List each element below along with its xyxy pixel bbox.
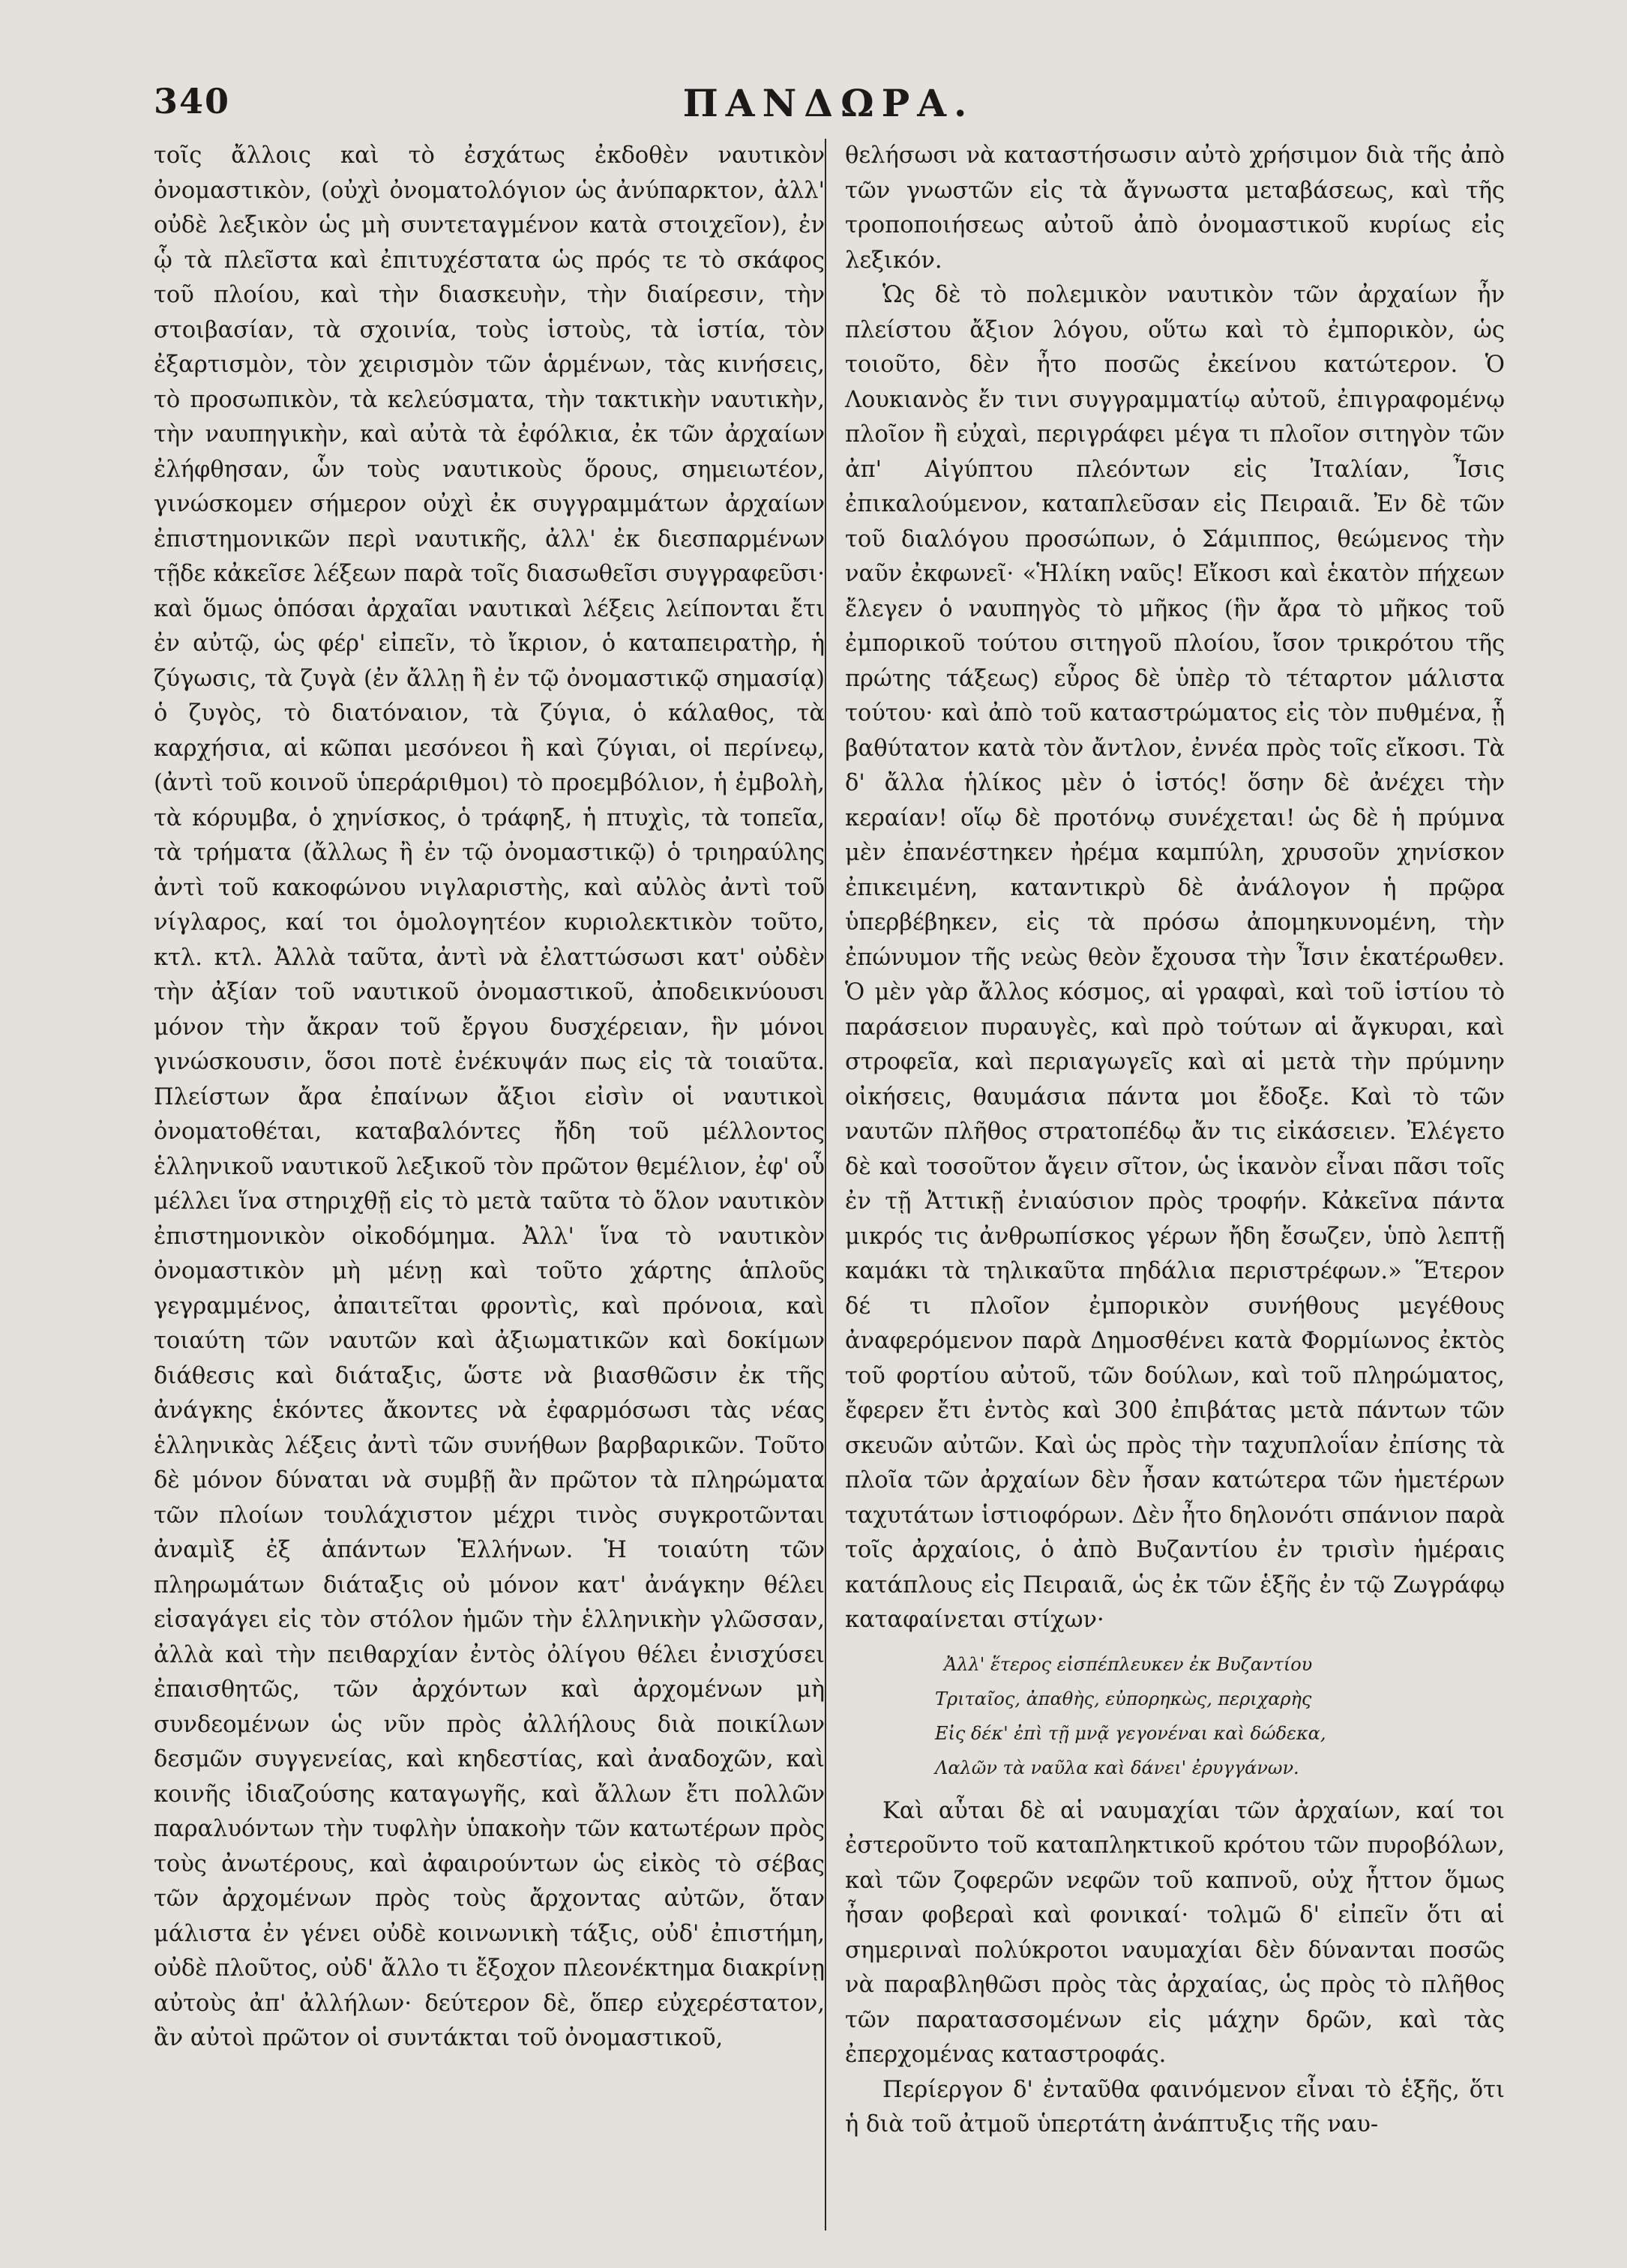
left-column [154, 139, 825, 2231]
page-header [154, 81, 1503, 133]
verse-line: Τριταῖος, ἀπαθὴς, εὐπορηκὼς, περιχαρὴς [935, 1688, 1312, 1709]
paragraph-2: Ὡς δὲ τὸ πολεμικὸν ναυτικὸν τῶν ἀρχαίων ἦν πλείστου ἄξιον λόγου, οὕτω καὶ τὸ ἐμπορικὸν, ὡς τοιοῦτο, δὲν ἦτο ποσῶς ἐκείνου κατώτερον. Ὁ Λουκιανὸς ἔν τινι συγγραμματίῳ αὐτοῦ, ἐπιγραφομένῳ πλοῖον ἢ εὐχαὶ, περιγράφει μέγα τι πλοῖον σιτηγὸν τῶν ἀπ' Αἰγύπτου πλεόντων εἰς Ἰταλίαν, Ἶσις ἐπικαλούμενον, καταπλεῦσαν εἰς Πειραιᾶ. Ἐν δὲ τῶν τοῦ διαλόγου προσώπων, ὁ Σάμιππος, θεώμενος τὴν ναῦν ἐκφωνεῖ· «Ἡλίκη ναῦς! Εἴκοσι καὶ ἑκατὸν πήχεων ἔλεγεν ὁ ναυπηγὸς τὸ μῆκος (ἣν ἄρα τὸ μῆκος τοῦ ἐμπορικοῦ τούτου σιτηγοῦ πλοίου, ἴσον τρικρότου τῆς πρώτης τάξεως) εὖρος δὲ ὑπὲρ τὸ τέταρτον μάλιστα τούτου· καὶ ἀπὸ τοῦ καταστρώματος εἰς τὸν πυθμένα, ᾗ βαθύτατον κατὰ τὸν ἄντλον, ἐννέα πρὸς τοῖς εἴκοσι. Τὰ δ' ἄλλα ἡλίκος μὲν ὁ ἱστός! ὅσην δὲ ἀνέχει τὴν κεραίαν! οἵῳ δὲ προτόνῳ συνέχεται! ὡς δὲ ἡ πρύμνα μὲν ἐπανέστηκεν ἠρέμα καμπύλη, χρυσοῦν χηνίσκον ἐπικειμένη, καταντικρὺ δὲ ἀνάλογον ἡ πρῷρα ὑπερβέβηκεν, εἰς τὰ πρόσω ἀπομηκυνομένη, τὴν ἐπώνυμον τῆς νεὼς θεὸν ἔχουσα τὴν Ἶσιν ἑκατέρωθεν. Ὁ μὲν γὰρ ἄλλος κόσμος, αἱ γραφαὶ, καὶ τοῦ ἱστίου τὸ παράσειον πυραυγὲς, καὶ πρὸ τούτων αἱ ἄγκυραι, καὶ στροφεῖα, καὶ περιαγωγεῖς καὶ αἱ μετὰ τὴν πρύμνην οἰκήσεις, θαυμάσια πάντα μοι ἔδοξε. Καὶ τὸ τῶν ναυτῶν πλῆθος στρατοπέδῳ ἄν τις εἰκάσειεν. Ἐλέγετο δὲ καὶ τοσοῦτον ἄγειν σῖτον, ὡς ἱκανὸν εἶναι πᾶσι τοῖς ἐν τῇ Ἀττικῇ ἐνιαύσιον πρὸς τροφήν. Κἀκεῖνα πάντα μικρός τις ἀνθρωπίσκος γέρων ἤδη ἔσωζεν, ὑπὸ λεπτῇ καμάκι τὰ τηλικαῦτα πηδάλια περιστρέφων.» Ἕτερον δέ τι πλοῖον ἐμπορικὸν συνήθους μεγέθους ἀναφερόμενον παρὰ Δημοσθένει κατὰ Φορμίωνος ἐκτὸς τοῦ φορτίου αὐτοῦ, τῶν δούλων, καὶ τοῦ πληρώματος, ἔφερεν ἔτι ἐντὸς καὶ 300 ἐπιβάτας μετὰ πάντων τῶν σκευῶν αὐτῶν. Καὶ ὡς πρὸς τὴν ταχυπλοΐαν ἐπίσης τὰ πλοῖα τῶν ἀρχαίων δὲν ἦσαν κατώτερα τῶν ἡμετέρων ταχυτάτων ἱστιοφόρων. Δὲν ἦτο δηλονότι σπάνιον παρὰ τοῖς ἀρχαίοις, ὁ ἀπὸ Βυζαντίου ἐν τρισὶν ἡμέραις κατάπλους εἰς Πειραιᾶ, ὡς ἐκ τῶν ἑξῆς ἐν τῷ Ζωγράφῳ καταφαίνεται στίχων· [845, 282, 1505, 1633]
paragraph-3: Καὶ αὗται δὲ αἱ ναυμαχίαι τῶν ἀρχαίων, καί τοι ἐστεροῦντο τοῦ καταπληκτικοῦ κρότου τῶν πυροβόλων, καὶ τῶν ζοφερῶν νεφῶν τοῦ καπνοῦ, οὐχ ἧττον ὅμως ἦσαν φοβεραὶ καὶ φονικαί· τολμῶ δ' εἰπεῖν ὅτι αἱ σημεριναὶ πολύκροτοι ναυμαχίαι δὲν δύνανται ποσῶς νὰ παραβληθῶσι πρὸς τὰς ἀρχαίας, ὡς πρὸς τὸ πλῆθος τῶν παρατασσομένων εἰς μάχην δρῶν, καὶ τὰς ἐπερχομένας καταστροφάς. [845, 1797, 1505, 2068]
right-column [825, 139, 1505, 2231]
paragraph-4: Περίεργον δ' ἐνταῦθα φαινόμενον εἶναι τὸ ἑξῆς, ὅτι ἡ διὰ τοῦ ἀτμοῦ ὑπερτάτη ἀνάπτυξις τῆς ναυ- [845, 2076, 1505, 2138]
verse-line: Λαλῶν τὰ ναῦλα καὶ δάνει' ἐρυγγάνων. [935, 1757, 1299, 1778]
paragraph-1: θελήσωσι νὰ καταστήσωσιν αὐτὸ χρήσιμον διὰ τῆς ἀπὸ τῶν γνωστῶν εἰς τὰ ἄγνωστα μεταβάσεως, καὶ τῆς τροποποιήσεως αὐτοῦ ἀπὸ ὀνομαστικοῦ κυρίως εἰς λεξικόν. [845, 142, 1505, 274]
verse-line: Εἰς δέκ' ἐπὶ τῇ μνᾷ γεγονέναι καὶ δώδεκα, [935, 1722, 1326, 1744]
verse-quotation [935, 1647, 1505, 1785]
running-title: ΠΑΝΔΩΡΑ. [682, 81, 975, 125]
left-column-text: τοῖς ἄλλοις καὶ τὸ ἐσχάτως ἐκδοθὲν ναυτικὸν ὀνομαστικὸν, (οὐχὶ ὀνοματολόγιον ὡς ἀνύπαρκτον, ἀλλ' οὐδὲ λεξικὸν ὡς μὴ συντεταγμένον κατὰ στοιχεῖον), ἐν ᾧ τὰ πλεῖστα καὶ ἐπιτυχέστατα ὡς πρός τε τὸ σκάφος τοῦ πλοίου, καὶ τὴν διασκευὴν, τὴν διαίρεσιν, τὴν στοιβασίαν, τὰ σχοινία, τοὺς ἱστοὺς, τὰ ἱστία, τὸν ἐξαρτισμὸν, τὸν χειρισμὸν τῶν ἁρμένων, τὰς κινήσεις, τὸ προσωπικὸν, τὰ κελεύσματα, τὴν τακτικὴν ναυτικὴν, τὴν ναυπηγικὴν, καὶ αὐτὰ τὰ ἐφόλκια, ἐκ τῶν ἀρχαίων ἐλήφθησαν, ὧν τοὺς ναυτικοὺς ὅρους, σημειωτέον, γινώσκομεν σήμερον οὐχὶ ἐκ συγγραμμάτων ἀρχαίων ἐπιστημονικῶν περὶ ναυτικῆς, ἀλλ' ἐκ διεσπαρμένων τῇδε κἀκεῖσε λέξεων παρὰ τοῖς διασωθεῖσι συγγραφεῦσι· καὶ ὅμως ὁπόσαι ἀρχαῖαι ναυτικαὶ λέξεις λείπονται ἔτι ἐν αὐτῷ, ὡς φέρ' εἰπεῖν, τὸ ἴκριον, ὁ καταπειρατὴρ, ἡ ζύγωσις, τὰ ζυγὰ (ἐν ἄλλῃ ἢ ἐν τῷ ὀνομαστικῷ σημασίᾳ) ὁ ζυγὸς, τὸ διατόναιον, τὰ ζύγια, ὁ κάλαθος, τὰ καρχήσια, αἱ κῶπαι μεσόνεοι ἢ καὶ ζύγιαι, οἱ περίνεῳ, (ἀντὶ τοῦ κοινοῦ ὑπεράριθμοι) τὸ προεμβόλιον, ἡ ἐμβολὴ, τὰ κόρυμβα, ὁ χηνίσκος, ὁ τράφηξ, ἡ πτυχὶς, τὰ τοπεῖα, τὰ τρήματα (ἄλλως ἢ ἐν τῷ ὀνομαστικῷ) ὁ τριηραύλης ἀντὶ τοῦ κακοφώνου νιγλαριστὴς, καὶ αὐλὸς ἀντὶ τοῦ νίγλαρος, καί τοι ὁμολογητέον κυριολεκτικὸν τοῦτο, κτλ. κτλ. Ἀλλὰ ταῦτα, ἀντὶ νὰ ἐλαττώσωσι κατ' οὐδὲν τὴν ἀξίαν τοῦ ναυτικοῦ ὀνομαστικοῦ, ἀποδεικνύουσι μόνον τὴν ἄκραν τοῦ ἔργου δυσχέρειαν, ἣν μόνοι γινώσκουσιν, ὅσοι ποτὲ ἐνέκυψάν πως εἰς τὰ τοιαῦτα. Πλείστων ἄρα ἐπαίνων ἄξιοι εἰσὶν οἱ ναυτικοὶ ὀνοματοθέται, καταβαλόντες ἤδη τοῦ μέλλοντος ἑλληνικοῦ ναυτικοῦ λεξικοῦ τὸν πρῶτον θεμέλιον, ἐφ' οὗ μέλλει ἵνα στηριχθῇ εἰς τὸ μετὰ ταῦτα τὸ ὅλον ναυτικὸν ἐπιστημονικὸν οἰκοδόμημα. Ἀλλ' ἵνα τὸ ναυτικὸν ὀνομαστικὸν μὴ μένῃ καὶ τοῦτο χάρτης ἁπλοῦς γεγραμμένος, ἀπαιτεῖται φροντὶς, καὶ πρόνοια, καὶ τοιαύτη τῶν ναυτῶν καὶ ἀξιωματικῶν καὶ δοκίμων διάθεσις καὶ διάταξις, ὥστε νὰ βιασθῶσιν ἐκ τῆς ἀνάγκης ἑκόντες ἄκοντες νὰ ἐφαρμόσωσι τὰς νέας ἑλληνικὰς λέξεις ἀντὶ τῶν συνήθων βαρβαρικῶν. Τοῦτο δὲ μόνον δύναται νὰ συμβῇ ἂν πρῶτον τὰ πληρώματα τῶν πλοίων τουλάχιστον μέχρι τινὸς συγκροτῶνται ἀναμὶξ ἐξ ἁπάντων Ἑλλήνων. Ἡ τοιαύτη τῶν πληρωμάτων διάταξις οὐ μόνον κατ' ἀνάγκην θέλει εἰσαγάγει εἰς τὸν στόλον ἡμῶν τὴν ἑλληνικὴν γλῶσσαν, ἀλλὰ καὶ τὴν πειθαρχίαν ἐντὸς ὀλίγου θέλει ἐνισχύσει ἐπαισθητῶς, τῶν ἀρχόντων καὶ ἀρχομένων μὴ συνδεομένων ὡς νῦν πρὸς ἀλλήλους διὰ ποικίλων δεσμῶν συγγενείας, καὶ κηδεστίας, καὶ ἀναδοχῶν, καὶ κοινῆς ἰδιαζούσης καταγωγῆς, καὶ ἄλλων ἔτι πολλῶν παραλυόντων τὴν τυφλὴν ὑπακοὴν τῶν κατωτέρων πρὸς τοὺς ἀνωτέρους, καὶ ἀφαιρούντων ὡς εἰκὸς τὸ σέβας τῶν ἀρχομένων πρὸς τοὺς ἄρχοντας αὐτῶν, ὅταν μάλιστα ἐν γένει οὐδὲ κοινωνικὴ τάξις, οὐδ' ἐπιστήμη, οὐδὲ πλοῦτος, οὐδ' ἄλλο τι ἔξοχον πλεονέκτημα διακρίνῃ αὐτοὺς ἀπ' ἀλλήλων· δεύτερον δὲ, ὅπερ εὐχερέστατον, ἂν αὐτοὶ πρῶτον οἱ συντάκται τοῦ ὀνομαστικοῦ, [154, 142, 825, 2051]
page-number: 340 [154, 81, 231, 121]
verse-line: Ἀλλ' ἕτερος εἰσπέπλευκεν ἐκ Βυζαντίου [944, 1653, 1313, 1675]
